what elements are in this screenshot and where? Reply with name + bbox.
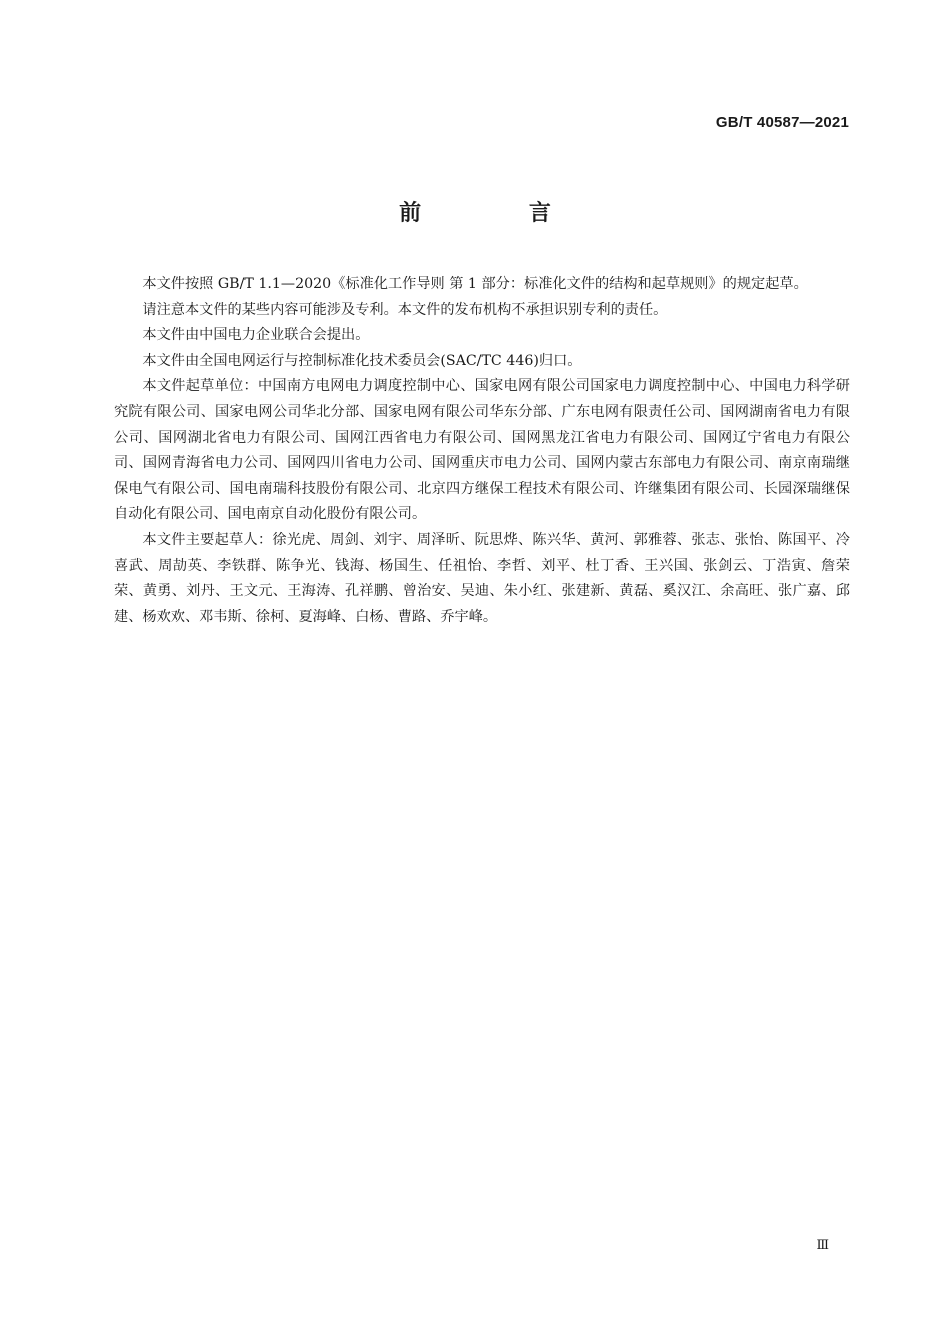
- paragraph-drafting-organizations: 本文件起草单位：中国南方电网电力调度控制中心、国家电网有限公司国家电力调度控制中心、中国电力科学研究院有限公司、国家电网公司华北分部、国家电网有限公司华东分部、广东电网有限责任公司、国网湖南省电力有限公司、国网湖北省电力有限公司、国网江西省电力有限公司、国网黑龙江省电力有限公司、国网辽宁省电力有限公司、国网青海省电力公司、国网四川省电力公司、国网重庆市电力公司、国网内蒙古东部电力有限公司、南京南瑞继保电气有限公司、国电南瑞科技股份有限公司、北京四方继保工程技术有限公司、许继集团有限公司、长园深瑞继保自动化有限公司、国电南京自动化股份有限公司。: [114, 378, 850, 523]
- paragraph-drafting-rules: 本文件按照 GB/T 1.1—2020《标准化工作导则 第 1 部分：标准化文件的结构和起草规则》的规定起草。: [142, 276, 808, 292]
- paragraph-drafters: 本文件主要起草人：徐光虎、周剑、刘宇、周泽昕、阮思烨、陈兴华、黄河、郭雅蓉、张志、张怡、陈国平、冷喜武、周劼英、李铁群、陈争光、钱海、杨国生、任祖怡、李哲、刘平、杜丁香、王兴国、张剑云、丁浩寅、詹荣荣、黄勇、刘丹、王文元、王海涛、孔祥鹏、曾治安、吴迪、朱小红、张建新、黄磊、奚汉江、余高旺、张广嘉、邱建、杨欢欢、邓韦斯、徐柯、夏海峰、白杨、曹路、乔宇峰。: [114, 531, 850, 625]
- paragraph-administrator: 本文件由全国电网运行与控制标准化技术委员会(SAC/TC 446)归口。: [142, 352, 582, 369]
- foreword-body: [114, 272, 850, 630]
- page-title: 前 言: [399, 201, 601, 226]
- page-number: Ⅲ: [816, 1238, 829, 1253]
- paragraph-proposer: 本文件由中国电力企业联合会提出。: [142, 327, 370, 344]
- standard-number: GB/T 40587—2021: [715, 114, 849, 131]
- paragraph-patent-notice: 请注意本文件的某些内容可能涉及专利。本文件的发布机构不承担识别专利的责任。: [142, 301, 668, 318]
